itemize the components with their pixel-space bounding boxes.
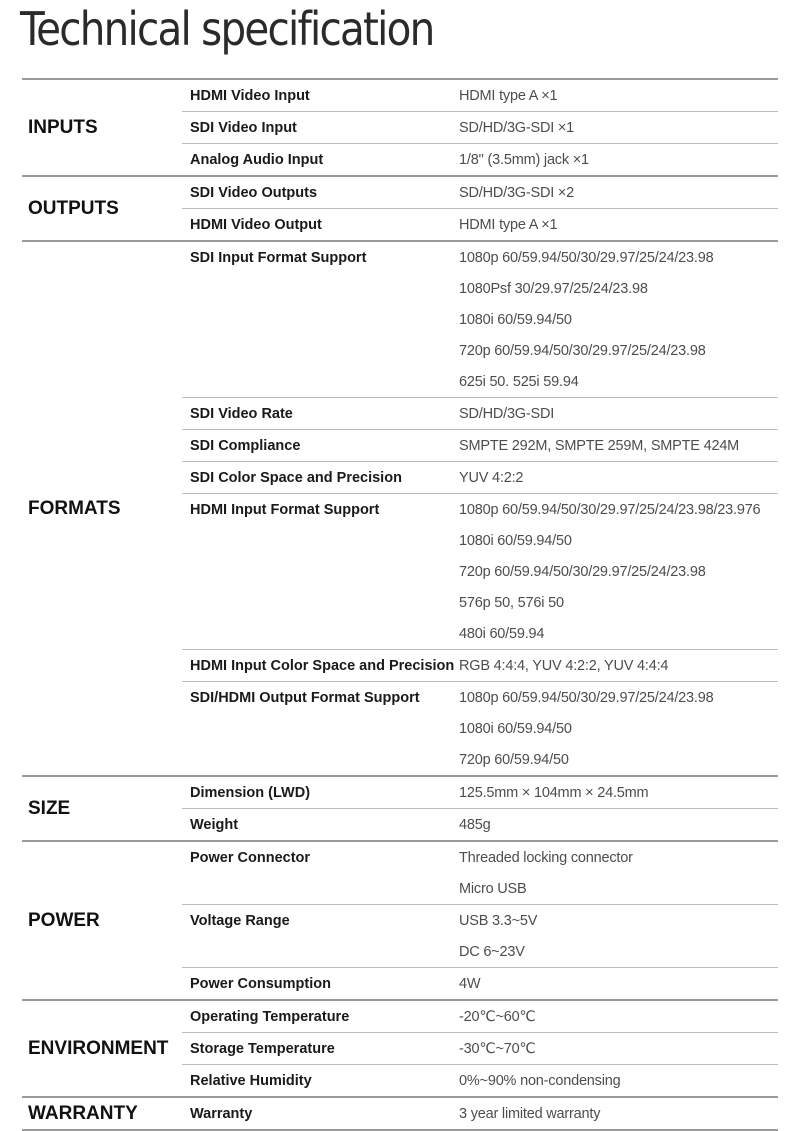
- spec-row: [182, 430, 778, 462]
- spec-line: [182, 273, 778, 304]
- spec-row: [182, 209, 778, 240]
- spec-label: Power Consumption: [190, 975, 331, 992]
- spec-line: [182, 462, 778, 493]
- spec-value: 720p 60/59.94/50/30/29.97/25/24/23.98: [459, 342, 706, 359]
- spec-line: [182, 80, 778, 111]
- spec-row: [182, 494, 778, 650]
- spec-line: [182, 936, 778, 967]
- spec-value: 720p 60/59.94/50/30/29.97/25/24/23.98: [459, 563, 706, 580]
- spec-line: [182, 209, 778, 240]
- spec-section-formats: [22, 242, 778, 777]
- spec-line: [182, 842, 778, 873]
- spec-row: [182, 144, 778, 175]
- spec-value: Micro USB: [459, 880, 527, 897]
- section-title: ENVIRONMENT: [28, 1037, 169, 1059]
- spec-section-environment: [22, 1001, 778, 1098]
- spec-section-power: [22, 842, 778, 1001]
- spec-label: Storage Temperature: [190, 1040, 335, 1057]
- spec-value: 485g: [459, 816, 491, 833]
- spec-row: [182, 905, 778, 968]
- spec-label: Weight: [190, 816, 239, 833]
- spec-value: HDMI type A ×1: [459, 87, 558, 104]
- spec-value: 1080i 60/59.94/50: [459, 720, 572, 737]
- section-title: FORMATS: [28, 497, 121, 519]
- spec-line: [182, 650, 778, 681]
- spec-label: HDMI Input Format Support: [190, 501, 380, 518]
- spec-section-warranty: [22, 1098, 778, 1131]
- section-title: SIZE: [28, 797, 71, 819]
- spec-label: Dimension (LWD): [190, 784, 311, 801]
- spec-line: [182, 618, 778, 649]
- spec-value: 576p 50, 576i 50: [459, 594, 564, 611]
- spec-value: 4W: [459, 975, 481, 992]
- spec-line: [182, 777, 778, 808]
- spec-row: [182, 809, 778, 840]
- spec-label: SDI/HDMI Output Format Support: [190, 689, 420, 706]
- spec-value: 1080p 60/59.94/50/30/29.97/25/24/23.98: [459, 689, 714, 706]
- spec-label: SDI Color Space and Precision: [190, 469, 402, 486]
- spec-line: [182, 242, 778, 273]
- spec-line: [182, 809, 778, 840]
- spec-line: [182, 494, 778, 525]
- spec-value: 1080Psf 30/29.97/25/24/23.98: [459, 280, 648, 297]
- spec-label: Warranty: [190, 1105, 253, 1122]
- section-title: OUTPUTS: [28, 197, 119, 219]
- spec-value: SD/HD/3G-SDI: [459, 405, 555, 422]
- spec-line: [182, 587, 778, 618]
- spec-line: [182, 304, 778, 335]
- spec-value: 480i 60/59.94: [459, 625, 545, 642]
- spec-value: 3 year limited warranty: [459, 1105, 601, 1122]
- spec-label: Analog Audio Input: [190, 151, 324, 168]
- spec-value: SD/HD/3G-SDI ×1: [459, 119, 575, 136]
- spec-line: [182, 873, 778, 904]
- spec-label: Operating Temperature: [190, 1008, 350, 1025]
- spec-label: SDI Video Input: [190, 119, 297, 136]
- spec-row: [182, 1001, 778, 1033]
- spec-section-inputs: [22, 80, 778, 177]
- spec-value: 0%~90% non-condensing: [459, 1072, 621, 1089]
- spec-label: SDI Compliance: [190, 437, 301, 454]
- spec-line: [182, 713, 778, 744]
- spec-line: [182, 682, 778, 713]
- spec-line: [182, 556, 778, 587]
- spec-line: [182, 335, 778, 366]
- spec-section-outputs: [22, 177, 778, 242]
- spec-value: 1080p 60/59.94/50/30/29.97/25/24/23.98/23.976: [459, 501, 761, 518]
- spec-value: 720p 60/59.94/50: [459, 751, 569, 768]
- spec-line: [182, 112, 778, 143]
- spec-line: [182, 430, 778, 461]
- spec-value: 625i 50. 525i 59.94: [459, 373, 579, 390]
- spec-line: [182, 525, 778, 556]
- spec-label: Relative Humidity: [190, 1072, 312, 1089]
- spec-value: SD/HD/3G-SDI ×2: [459, 184, 575, 201]
- section-title: WARRANTY: [28, 1102, 138, 1124]
- page-title: Technical specification: [20, 2, 434, 56]
- spec-value: Threaded locking connector: [459, 849, 633, 866]
- spec-section-size: [22, 777, 778, 842]
- spec-label: SDI Input Format Support: [190, 249, 367, 266]
- spec-value: 1/8'' (3.5mm) jack ×1: [459, 151, 589, 168]
- spec-row: [182, 968, 778, 999]
- spec-value: HDMI type A ×1: [459, 216, 558, 233]
- spec-value: YUV 4:2:2: [459, 469, 524, 486]
- spec-row: [182, 682, 778, 775]
- spec-line: [182, 1098, 778, 1129]
- spec-row: [182, 177, 778, 209]
- spec-line: [182, 398, 778, 429]
- spec-value: RGB 4:4:4, YUV 4:2:2, YUV 4:4:4: [459, 657, 669, 674]
- spec-value: DC 6~23V: [459, 943, 525, 960]
- spec-value: 1080p 60/59.94/50/30/29.97/25/24/23.98: [459, 249, 714, 266]
- spec-value: USB 3.3~5V: [459, 912, 538, 929]
- spec-value: 1080i 60/59.94/50: [459, 532, 572, 549]
- spec-line: [182, 744, 778, 775]
- spec-value: -20℃~60℃: [459, 1008, 536, 1025]
- spec-line: [182, 968, 778, 999]
- spec-line: [182, 1033, 778, 1064]
- spec-label: HDMI Video Input: [190, 87, 310, 104]
- spec-value: SMPTE 292M, SMPTE 259M, SMPTE 424M: [459, 437, 740, 454]
- spec-value: 1080i 60/59.94/50: [459, 311, 572, 328]
- spec-value: -30℃~70℃: [459, 1040, 536, 1057]
- spec-row: [182, 242, 778, 398]
- spec-row: [182, 842, 778, 905]
- spec-label: Voltage Range: [190, 912, 290, 929]
- spec-label: SDI Video Rate: [190, 405, 293, 422]
- spec-line: [182, 1001, 778, 1032]
- spec-row: [182, 398, 778, 430]
- spec-row: [182, 112, 778, 144]
- section-title: POWER: [28, 909, 100, 931]
- spec-line: [182, 366, 778, 397]
- spec-row: [182, 80, 778, 112]
- spec-label: Power Connector: [190, 849, 311, 866]
- spec-row: [182, 1098, 778, 1129]
- spec-line: [182, 144, 778, 175]
- spec-row: [182, 650, 778, 682]
- spec-line: [182, 1065, 778, 1096]
- spec-line: [182, 905, 778, 936]
- spec-line: [182, 177, 778, 208]
- spec-label: SDI Video Outputs: [190, 184, 318, 201]
- spec-row: [182, 462, 778, 494]
- spec-row: [182, 1065, 778, 1096]
- spec-label: HDMI Input Color Space and Precision: [190, 657, 455, 674]
- spec-row: [182, 1033, 778, 1065]
- spec-row: [182, 777, 778, 809]
- spec-label: HDMI Video Output: [190, 216, 322, 233]
- section-title: INPUTS: [28, 116, 98, 138]
- spec-value: 125.5mm × 104mm × 24.5mm: [459, 784, 649, 801]
- spec-table: [22, 80, 778, 1131]
